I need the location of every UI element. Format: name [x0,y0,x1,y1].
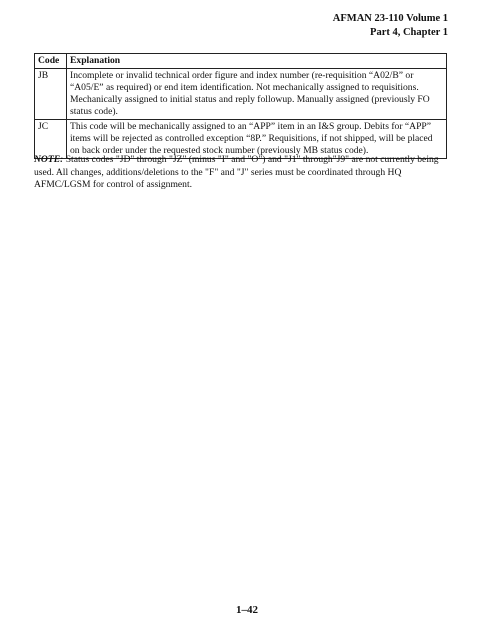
status-code-table [34,53,447,159]
page-number: 1–42 [236,604,258,616]
section-title: Part 4, Chapter 1 [370,27,448,38]
column-header-explanation: Explanation [67,54,447,69]
column-header-code: Code [35,54,67,69]
table-row [35,120,447,159]
page-header [333,12,448,40]
note-text: Status codes "JD" through "JZ" (minus "I" and "O") and "J1" through"J9" are not currently being used. All changes, additions/deletions to the "F" and "J" series must be coordinated through HQ AFMC/LGSM for control of assignment. [34,154,439,190]
note-label: NOTE: [34,154,64,165]
code-cell: JB [35,69,67,120]
explanation-cell: Incomplete or invalid technical order figure and index number (re-requisition “A02/B” or “A05/E” as required) or end item identification. Not mechanically assigned to requisitions. Mechanically assigned to initial status and reply followup. Manually assigned (previously FO status code). [67,69,447,120]
explanation-cell: This code will be mechanically assigned to an “APP” item in an I&S group. Debits for “APP” items will be rejected as controlled exception “8P.” Requisitions, if not shipped, will be placed on back order under the requested stock number (previously MB status code). [67,120,447,159]
table-row [35,69,447,120]
table-header-row [35,54,447,69]
document-id: AFMAN 23-110 Volume 1 [332,13,448,24]
code-cell: JC [35,120,67,159]
note-paragraph [34,154,449,192]
